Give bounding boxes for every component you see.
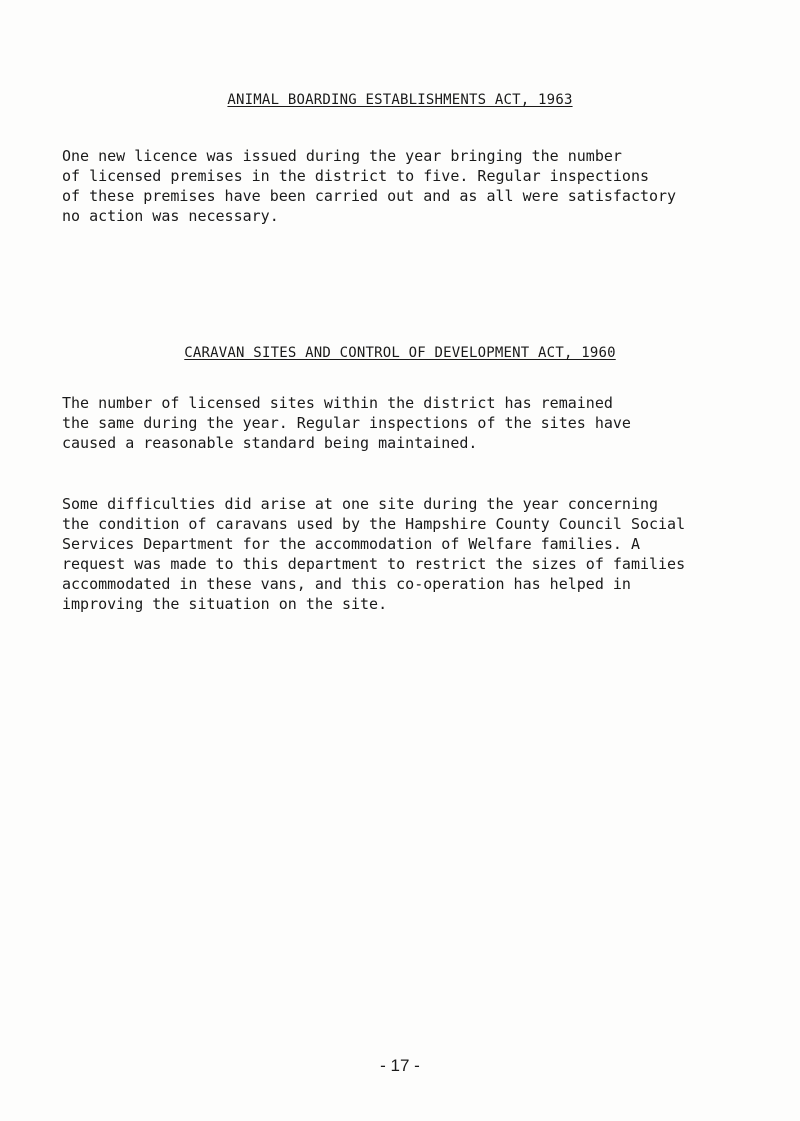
section-heading-animal-boarding: ANIMAL BOARDING ESTABLISHMENTS ACT, 1963 — [227, 92, 573, 108]
text-line: no action was necessary. — [62, 207, 279, 225]
text-line: the condition of caravans used by the Hampshire County Council Social — [62, 515, 686, 533]
text-line: of licensed premises in the district to five. Regular inspections — [62, 167, 649, 185]
paragraph-animal-boarding — [62, 146, 752, 226]
text-line: Some difficulties did arise at one site during the year concerning — [62, 495, 659, 513]
text-line: of these premises have been carried out and as all were satisfactory — [62, 187, 677, 205]
text-line: accommodated in these vans, and this co-operation has helped in — [62, 575, 631, 593]
text-line: improving the situation on the site. — [62, 595, 388, 613]
text-line: One new licence was issued during the year bringing the number — [62, 147, 622, 165]
page-number: - 17 - — [380, 1056, 420, 1075]
text-line: the same during the year. Regular inspections of the sites have — [62, 414, 631, 432]
text-line: The number of licensed sites within the district has remained — [62, 394, 613, 412]
text-line: caused a reasonable standard being maintained. — [62, 434, 478, 452]
text-line: Services Department for the accommodation of Welfare families. A — [62, 535, 640, 553]
text-line: request was made to this department to restrict the sizes of families — [62, 555, 686, 573]
section-heading-caravan-sites: CARAVAN SITES AND CONTROL OF DEVELOPMENT ACT, 1960 — [184, 345, 616, 361]
paragraph-caravan-sites-2 — [62, 494, 752, 614]
paragraph-caravan-sites-1 — [62, 393, 752, 453]
